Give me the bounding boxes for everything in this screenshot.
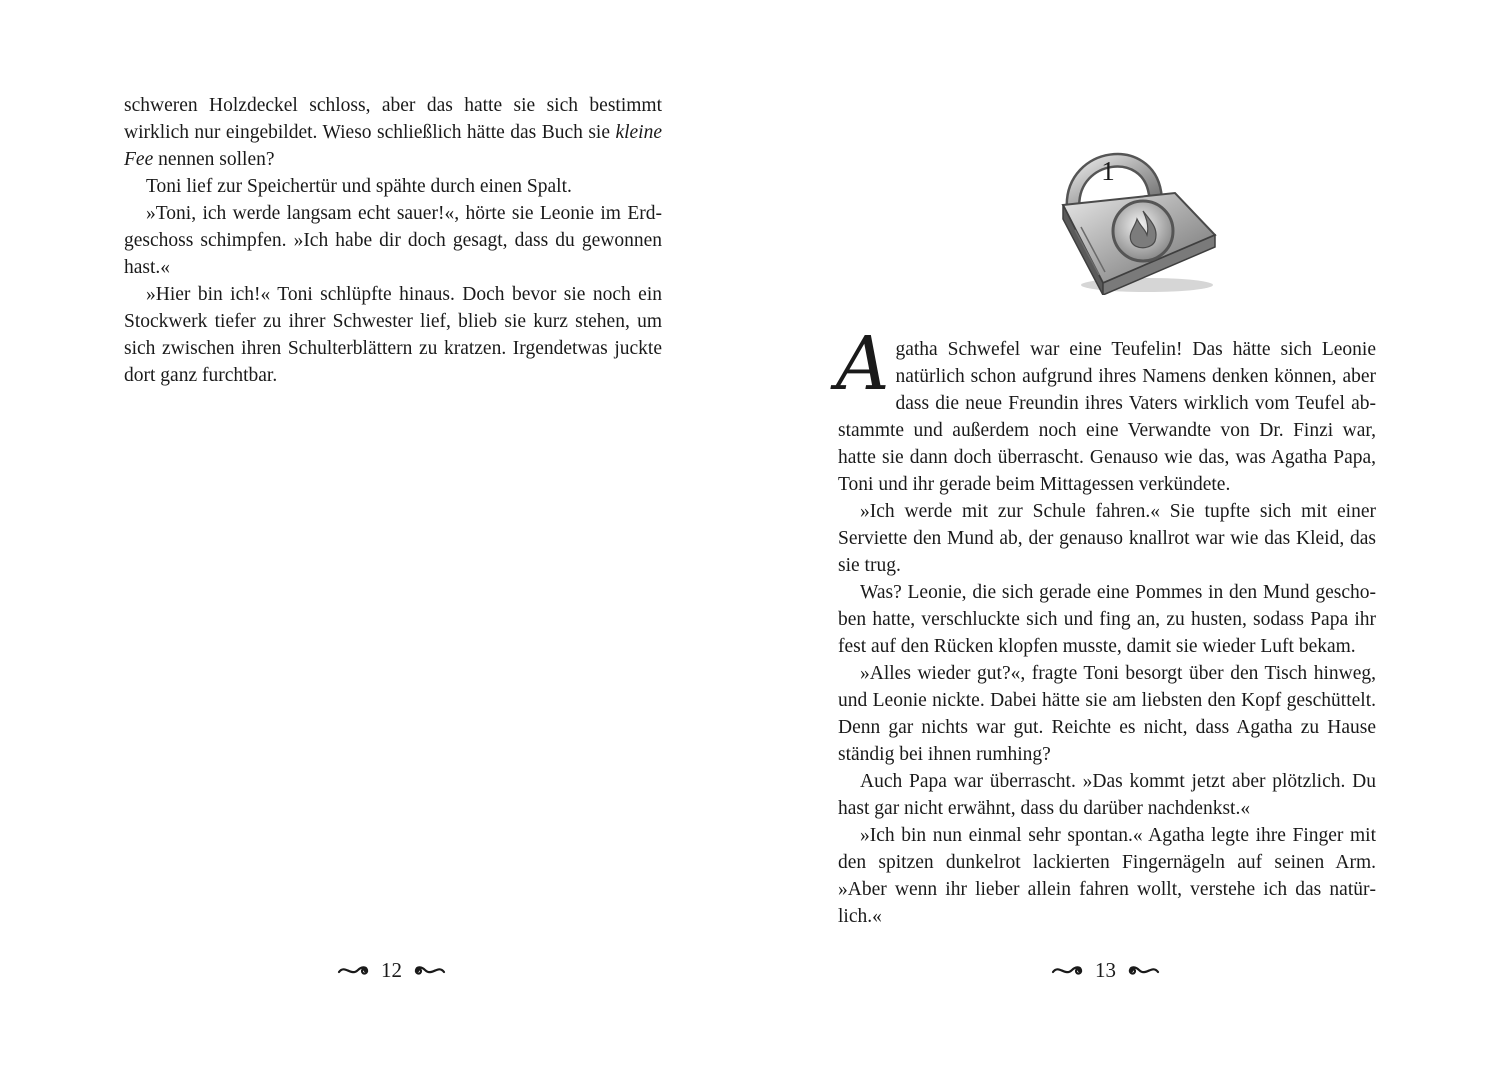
right-page <box>750 0 1500 1086</box>
paragraph: Auch Papa war überrascht. »Das kommt jetzt aber plötzlich. Du hast gar nicht erwähnt, dass du darüber nachdenkst.« <box>838 771 1376 819</box>
paragraph: Toni lief zur Speichertür und spähte durch einen Spalt. <box>146 176 572 197</box>
page-number-folio <box>337 956 446 984</box>
paragraph: Was? Leonie, die sich gerade eine Pommes in den Mund geschoben hatte, verschluckte sich und fing an, zu husten, sodass Papa ihr fest auf den Rücken klopfen musste, damit sie wieder Luft bekam. <box>838 582 1376 657</box>
page-number-folio <box>1051 956 1160 984</box>
paragraph: »Alles wieder gut?«, fragte Toni besorgt über den Tisch hinweg, und Leonie nickte. Dabei hätte sie am liebsten den Kopf geschüttelt. Denn gar nichts war gut. Reichte es nicht, dass Agatha zu Hause ständig bei ihnen rumhing? <box>838 663 1376 765</box>
paragraph: »Hier bin ich!« Toni schlüpfte hinaus. Doch bevor sie noch ein Stockwerk tiefer zu ihrer Schwester lief, blieb sie kurz stehen, um sich zwischen ihren Schulterblättern zu kratzen. Irgendetwas juckte dort ganz furchtbar. <box>124 284 662 386</box>
left-page-text <box>124 92 662 389</box>
paragraph: »Ich werde mit zur Schule fahren.« Sie tupfte sich mit einer Serviette den Mund ab, der genauso knallrot war wie das Kleid, das sie trug. <box>838 501 1376 576</box>
swash-ornament-icon <box>337 961 371 979</box>
chapter-number: 1 <box>1101 156 1115 186</box>
opening-text: natürlich schon aufgrund ihres Namens denken können, aber dass die neue Freundin ihres Vaters wirklich vom Teufel abstammte und außerdem noch eine Verwandte von Dr. Finzi war, hatte sie dann doch überrascht. Genauso wie das, was Agatha Papa, Toni und ihr gerade beim Mittagessen verkündete. <box>838 366 1376 495</box>
page-number: 13 <box>1095 957 1116 982</box>
drop-cap: A <box>836 321 890 407</box>
page-number: 12 <box>381 957 402 982</box>
swash-ornament-icon <box>412 961 446 979</box>
swash-ornament-icon <box>1051 961 1085 979</box>
paragraph: »Ich bin nun einmal sehr spontan.« Agatha legte ihre Finger mit den spitzen dunkelrot lackierten Fingernägeln auf seinen Arm. »Aber wenn ihr lieber allein fahren wollt, verstehe ich das natürlich.« <box>838 825 1376 927</box>
right-page-text <box>836 321 1376 930</box>
italic-text-run: kleine Fee <box>124 122 662 170</box>
swash-ornament-icon <box>1126 961 1160 979</box>
padlock-flame-icon <box>1055 135 1225 295</box>
text-run: schweren Holzdeckel schloss, aber das hatte sie sich bestimmt wirklich nur eingebildet. Wieso schließlich hätte das Buch sie <box>124 95 662 143</box>
paragraph: »Toni, ich werde langsam echt sauer!«, hörte sie Leonie im Erdgeschoss schimpfen. »Ich habe dir doch gesagt, dass du gewonnen hast.« <box>124 203 662 278</box>
text-run: nennen sollen? <box>153 149 275 170</box>
paragraph <box>124 92 662 173</box>
opening-first-line: gatha Schwefel war eine Teufelin! Das hätte sich Leonie <box>895 339 1376 360</box>
chapter-opening-paragraph <box>836 321 1376 498</box>
